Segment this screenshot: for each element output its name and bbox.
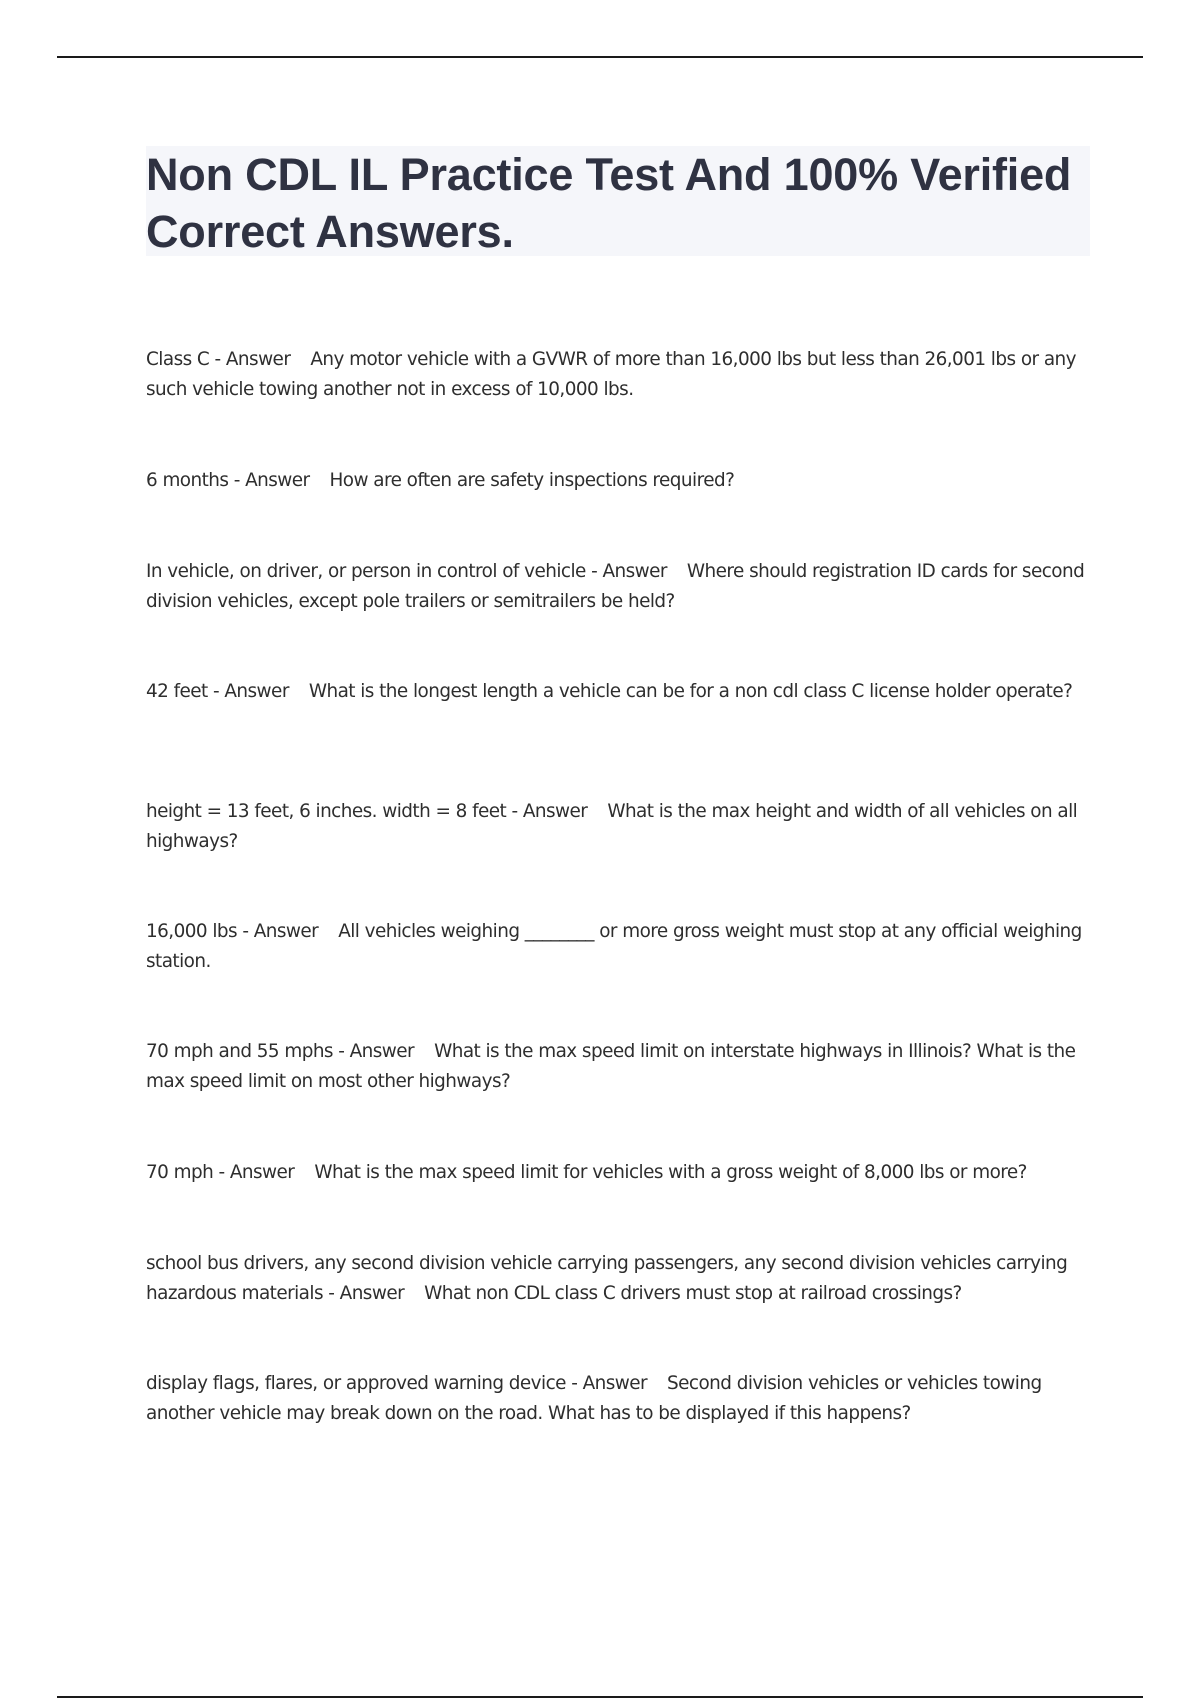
bottom-rule — [57, 1696, 1143, 1698]
qa-item — [146, 1037, 1096, 1097]
question-text: What is the longest length a vehicle can be for a non cdl class C license holder operate? — [308, 681, 1073, 702]
qa-item — [146, 677, 1096, 707]
qa-item — [146, 466, 1096, 496]
question-text: Where should registration ID cards for second division vehicles, except pole trailers or semitrailers be held? — [146, 561, 1085, 612]
answer-text: height = 13 feet, 6 inches. width = 8 feet - Answer — [146, 801, 588, 822]
qa-item — [146, 557, 1096, 617]
question-text: What is the max height and width of all vehicles on all highways? — [146, 801, 1078, 852]
page-title: Non CDL IL Practice Test And 100% Verified Correct Answers. — [146, 149, 1072, 257]
question-text: How are often are safety inspections required? — [329, 470, 735, 491]
qa-item — [146, 917, 1096, 977]
question-text: All vehicles weighing ________ or more gross weight must stop at any official weighing station. — [146, 921, 1082, 972]
qa-item — [146, 1369, 1096, 1429]
answer-text: 42 feet - Answer — [146, 681, 289, 702]
question-text: Any motor vehicle with a GVWR of more than 16,000 lbs but less than 26,001 lbs or any such vehicle towing another not in excess of 10,000 lbs. — [146, 349, 1076, 400]
answer-text: 70 mph and 55 mphs - Answer — [146, 1041, 415, 1062]
top-rule — [57, 56, 1143, 58]
answer-text: display flags, flares, or approved warning device - Answer — [146, 1373, 648, 1394]
question-text: What is the max speed limit for vehicles with a gross weight of 8,000 lbs or more? — [314, 1162, 1027, 1183]
question-text: What is the max speed limit on interstate highways in Illinois? What is the max speed limit on most other highways? — [146, 1041, 1076, 1092]
qa-item — [146, 797, 1096, 857]
title-block — [146, 146, 1090, 256]
qa-item — [146, 1158, 1096, 1188]
answer-text: 6 months - Answer — [146, 470, 310, 491]
question-text: Second division vehicles or vehicles towing another vehicle may break down on the road. What has to be displayed if this happens? — [146, 1373, 1042, 1424]
answer-text: 70 mph - Answer — [146, 1162, 295, 1183]
qa-item — [146, 1249, 1096, 1309]
answer-text: 16,000 lbs - Answer — [146, 921, 319, 942]
question-text: What non CDL class C drivers must stop at railroad crossings? — [424, 1283, 962, 1304]
answer-text: In vehicle, on driver, or person in control of vehicle - Answer — [146, 561, 667, 582]
answer-text: school bus drivers, any second division vehicle carrying passengers, any second division vehicles carrying hazardous materials - Answer — [146, 1253, 1068, 1304]
qa-item — [146, 345, 1096, 405]
answer-text: Class C - Answer — [146, 349, 291, 370]
